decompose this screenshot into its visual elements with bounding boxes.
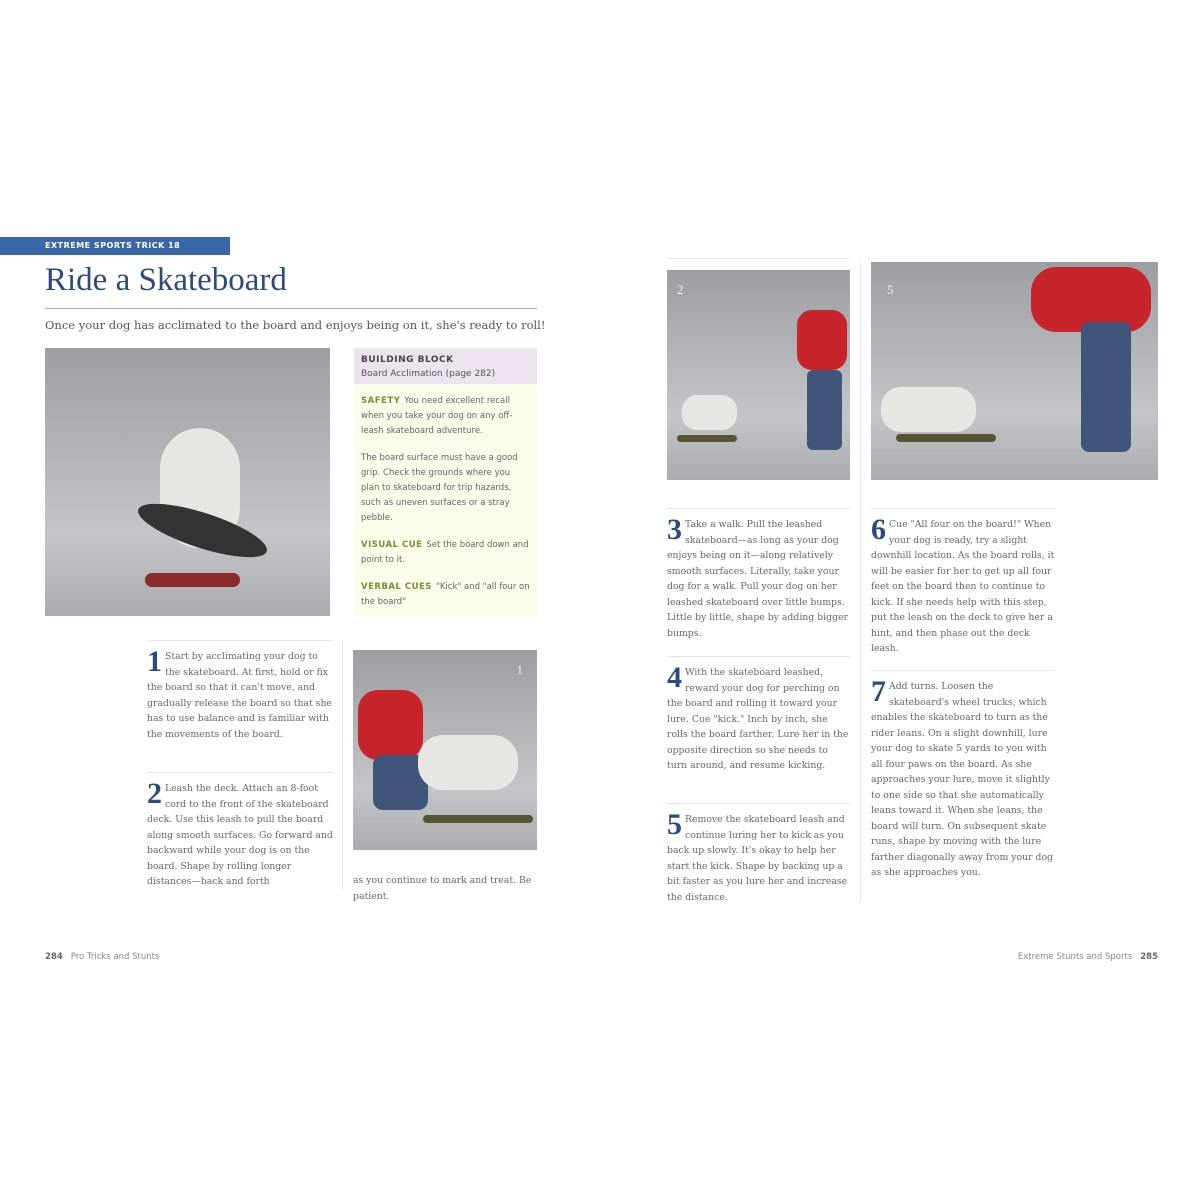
running-title: Extreme Stunts and Sports bbox=[1017, 952, 1133, 962]
step-text: Leash the deck. Attach an 8-foot cord to the front of the skateboard deck. Use this leash to pull the board along smooth surfaces. Go forward and backward while your dog is on the board. Shape by rolling longer distances—back and forth bbox=[147, 783, 333, 887]
man-with-dog-photo bbox=[353, 650, 537, 850]
section-label: EXTREME SPORTS TRICK 18 bbox=[0, 237, 230, 255]
step-text: Start by acclimating your dog to the skateboard. At first, hold or fix the board so that it can't move, and gradually release the board so that she has to use balance and is familiar with the movements of the board. bbox=[147, 651, 332, 740]
photo-number: 2 bbox=[677, 282, 684, 297]
step-2 bbox=[147, 772, 333, 909]
verbal-cue-text: "Kick" and "all four on the board" bbox=[361, 582, 530, 607]
step-number: 7 bbox=[871, 675, 886, 708]
step-number: 3 bbox=[667, 513, 682, 546]
man-pulling-leash-photo bbox=[667, 270, 850, 480]
title-divider bbox=[45, 308, 537, 309]
step-3 bbox=[667, 508, 850, 641]
step-text: Take a walk. Pull the leashed skateboard—as long as your dog enjoys being on it—along relatively smooth surfaces. Literally, take your dog for a walk. Pull your dog on her leashed skateboard over little bumps. Little by little, shape by adding bigger bumps. bbox=[667, 519, 848, 639]
dog-skating-to-man-photo bbox=[871, 262, 1158, 480]
step-5 bbox=[667, 803, 850, 905]
step-text: Add turns. Loosen the skateboard's wheel trucks, which enables the skateboard to turn as the rider leans. On a slight downhill, lure your dog to skate 5 yards to you with all four paws on the board. As she approaches your lure, move it slightly to one side so that she automatically leans toward it. When she leans, the board will turn. On subsequent skate runs, shape by moving with the lure farther diagonally away from your dog as she approaches you. bbox=[871, 681, 1053, 878]
safety-text: You need excellent recall when you take your dog on any off-leash skateboard adventure. bbox=[361, 396, 513, 436]
column-divider bbox=[342, 640, 343, 890]
step-text: Remove the skateboard leash and continue luring her to kick as you back up slowly. It's okay to help her start the kick. Shape by backing up a bit faster as you lure her and increase the distance. bbox=[667, 814, 848, 903]
visual-cue-text: Set the board down and point to it. bbox=[361, 540, 529, 565]
dog-on-skateboard-photo bbox=[45, 348, 330, 616]
grip-text: The board surface must have a good grip. Check the grounds where you plan to skateboard for trip hazards, such as uneven surfaces or a stray pebble. bbox=[361, 453, 518, 523]
visual-cue-label: VISUAL CUE bbox=[361, 540, 423, 550]
step-number: 1 bbox=[147, 645, 162, 678]
step-text: Cue "All four on the board!" When your dog is ready, try a slight downhill location. As the board rolls, it will be easier for her to get up all four feet on the board then to continue to kick. If she needs help with this step, put the leash on the deck to give her a hint, and then phase out the deck leash. bbox=[871, 519, 1055, 654]
page-number: 285 bbox=[1140, 952, 1158, 962]
top-rule bbox=[667, 258, 850, 259]
step-1 bbox=[147, 640, 333, 742]
step-4 bbox=[667, 656, 850, 774]
tips-sidebar bbox=[354, 384, 537, 616]
left-footer bbox=[45, 952, 159, 962]
safety-label: SAFETY bbox=[361, 396, 401, 406]
step-number: 2 bbox=[147, 777, 162, 810]
building-block-label: BUILDING BLOCK bbox=[361, 355, 454, 365]
step-7 bbox=[871, 670, 1055, 881]
step-text: With the skateboard leashed, reward your dog for perching on the board and rolling it toward your lure. Cue "kick." Inch by inch, she rolls the board farther. Lure her in the opposite direction so she needs to turn around, and resume kicking. bbox=[667, 667, 849, 771]
running-title: Pro Tricks and Stunts bbox=[70, 952, 160, 962]
column-divider bbox=[860, 262, 861, 902]
page-title: Ride a Skateboard bbox=[45, 262, 287, 298]
page-number: 284 bbox=[45, 952, 63, 962]
photo-number: 5 bbox=[887, 282, 894, 297]
step-2-continued: as you continue to mark and treat. Be patient. bbox=[353, 875, 532, 902]
building-block-box bbox=[354, 348, 537, 384]
step-6 bbox=[871, 508, 1055, 657]
step-number: 4 bbox=[667, 661, 682, 694]
right-footer bbox=[1018, 952, 1158, 962]
building-block-link: Board Acclimation (page 282) bbox=[361, 369, 496, 379]
step-number: 5 bbox=[667, 808, 682, 841]
photo-number: 1 bbox=[516, 662, 523, 677]
verbal-cue-label: VERBAL CUES bbox=[361, 582, 432, 592]
intro-text: Once your dog has acclimated to the board and enjoys being on it, she's ready to roll! bbox=[45, 318, 546, 332]
step-number: 6 bbox=[871, 513, 886, 546]
